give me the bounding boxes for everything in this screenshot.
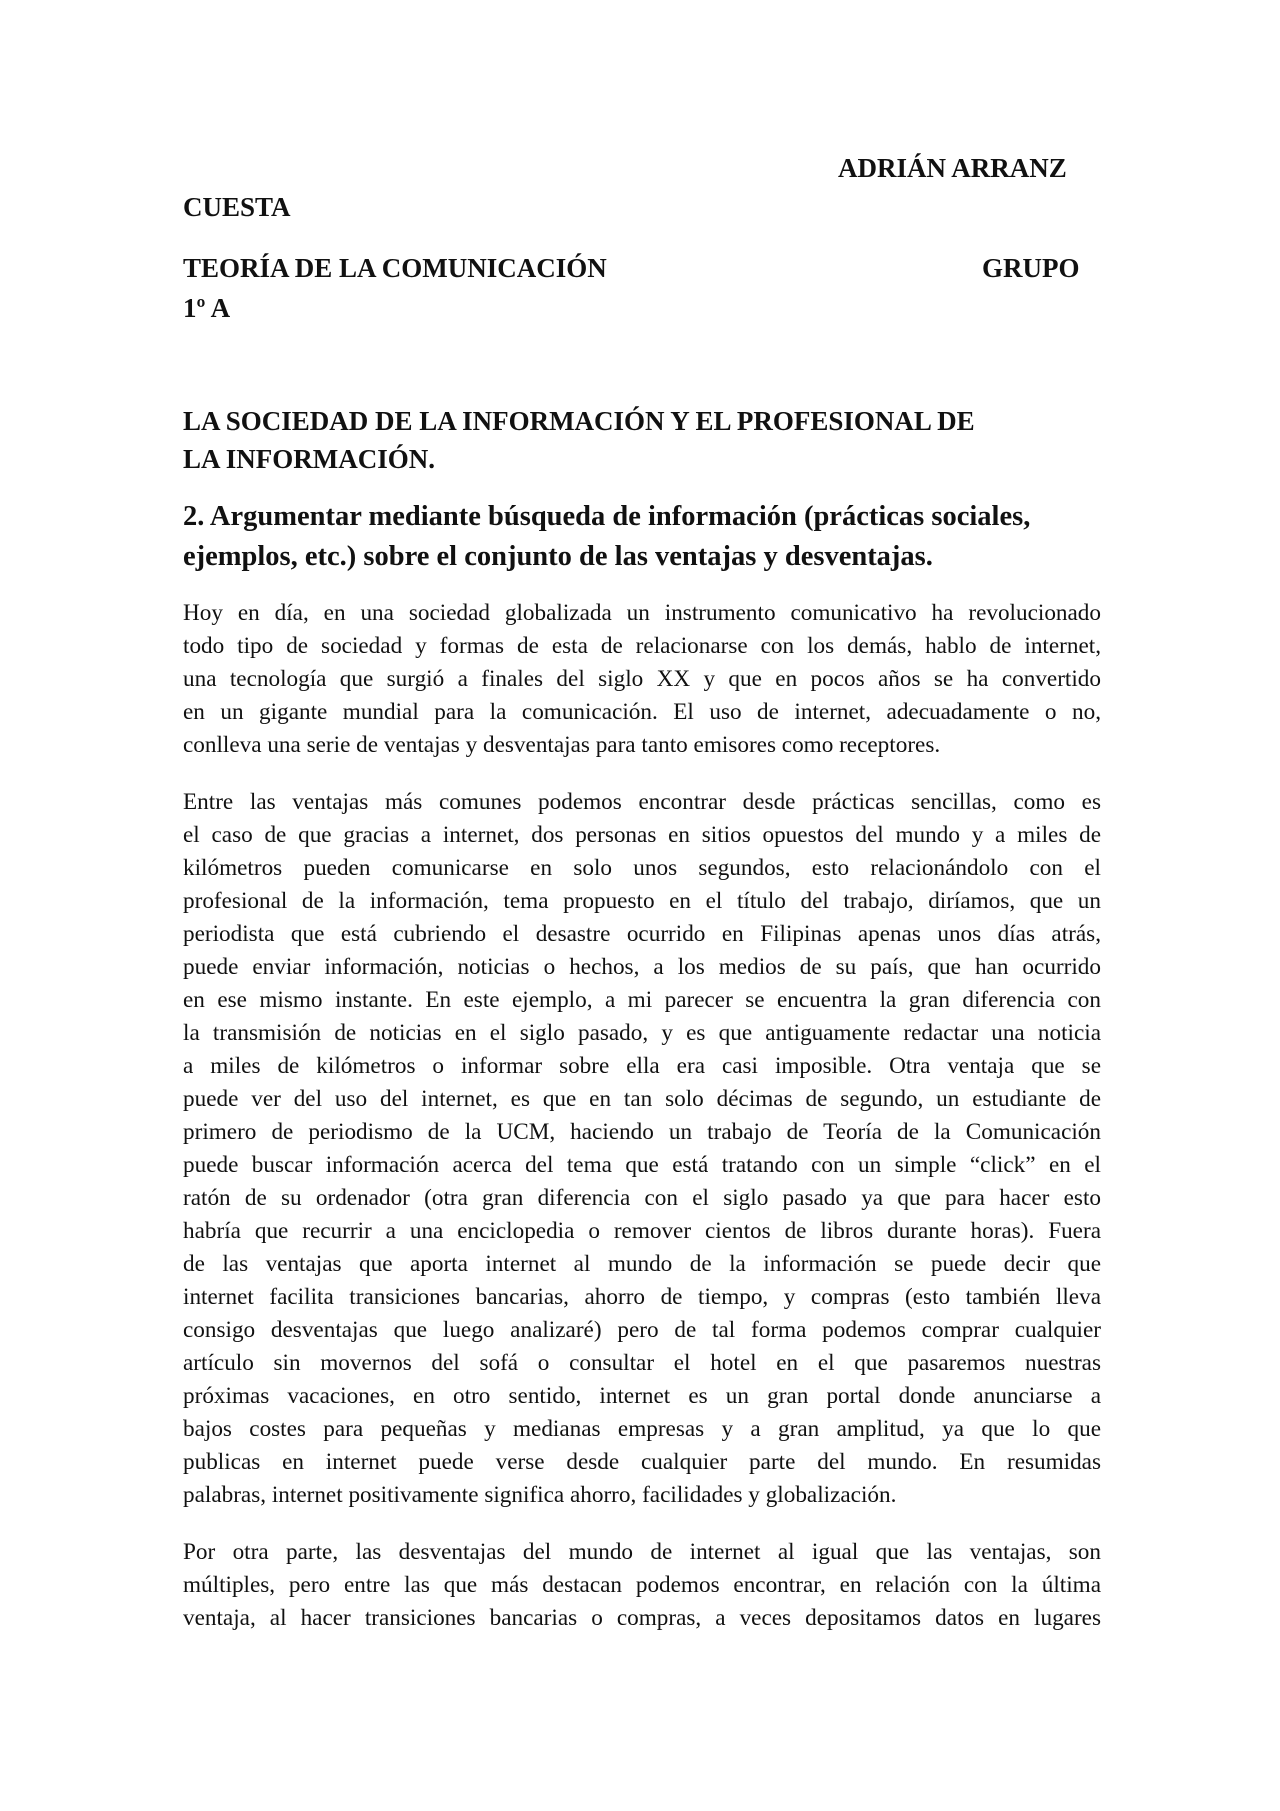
paragraph-line: conlleva una serie de ventajas y desventajas para tanto emisores como receptores. (183, 732, 941, 758)
paragraph-line: periodista que está cubriendo el desastre ocurrido en Filipinas apenas unos días atrás, (183, 921, 1101, 947)
paragraph-line: primero de periodismo de la UCM, haciendo un trabajo de Teoría de la Comunicación (183, 1119, 1101, 1145)
author-name-line-1: ADRIÁN ARRANZ (838, 153, 1067, 183)
paragraph-line: en un gigante mundial para la comunicación. El uso de internet, adecuadamente o no, (183, 699, 1101, 725)
paragraph-line: puede buscar información acerca del tema que está tratando con un simple “click” en el (183, 1152, 1101, 1178)
paragraph-line: bajos costes para pequeñas y medianas empresas y a gran amplitud, ya que lo que (183, 1416, 1101, 1442)
paragraph-line: el caso de que gracias a internet, dos personas en sitios opuestos del mundo y a miles de (183, 822, 1101, 848)
paragraph-line: palabras, internet positivamente significa ahorro, facilidades y globalización. (183, 1482, 897, 1508)
question-heading-line-1: 2. Argumentar mediante búsqueda de información (prácticas sociales, (183, 501, 1031, 532)
author-name-line-2: CUESTA (183, 192, 291, 222)
course-name: TEORÍA DE LA COMUNICACIÓN (183, 253, 607, 283)
paragraph-line: en ese mismo instante. En este ejemplo, a mi parecer se encuentra la gran diferencia con (183, 987, 1101, 1013)
paragraph-line: múltiples, pero entre las que más destacan podemos encontrar, en relación con la última (183, 1572, 1101, 1598)
paragraph-line: Por otra parte, las desventajas del mundo de internet al igual que las ventajas, son (183, 1539, 1101, 1565)
paragraph-line: artículo sin movernos del sofá o consultar el hotel en el que pasaremos nuestras (183, 1350, 1101, 1376)
paragraph-line: a miles de kilómetros o informar sobre ella era casi imposible. Otra ventaja que se (183, 1053, 1101, 1079)
paragraph-line: habría que recurrir a una enciclopedia o remover cientos de libros durante horas). Fuera (183, 1218, 1101, 1244)
group-value: 1º A (183, 293, 231, 323)
group-label: GRUPO (982, 253, 1080, 283)
paragraph-line: la transmisión de noticias en el siglo pasado, y es que antiguamente redactar una noticia (183, 1020, 1101, 1046)
paragraph-line: kilómetros pueden comunicarse en solo unos segundos, esto relacionándolo con el (183, 855, 1101, 881)
paragraph-line: puede ver del uso del internet, es que en tan solo décimas de segundo, un estudiante de (183, 1086, 1101, 1112)
paragraph-line: profesional de la información, tema propuesto en el título del trabajo, diríamos, que un (183, 888, 1101, 914)
paragraph-line: Entre las ventajas más comunes podemos encontrar desde prácticas sencillas, como es (183, 789, 1101, 815)
paragraph-line: todo tipo de sociedad y formas de esta de relacionarse con los demás, hablo de internet, (183, 633, 1101, 659)
paragraph-line: publicas en internet puede verse desde cualquier parte del mundo. En resumidas (183, 1449, 1101, 1475)
paragraph-line: Hoy en día, en una sociedad globalizada un instrumento comunicativo ha revolucionado (183, 600, 1101, 626)
document-title-line-1: LA SOCIEDAD DE LA INFORMACIÓN Y EL PROFESIONAL DE (183, 406, 975, 436)
paragraph-line: consigo desventajas que luego analizaré) pero de tal forma podemos comprar cualquier (183, 1317, 1101, 1343)
document-title-line-2: LA INFORMACIÓN. (183, 444, 436, 474)
paragraph-line: ventaja, al hacer transiciones bancarias o compras, a veces depositamos datos en lugares (183, 1605, 1101, 1631)
question-heading-line-2: ejemplos, etc.) sobre el conjunto de las ventajas y desventajas. (183, 541, 933, 572)
paragraph-line: próximas vacaciones, en otro sentido, internet es un gran portal donde anunciarse a (183, 1383, 1101, 1409)
paragraph-line: internet facilita transiciones bancarias, ahorro de tiempo, y compras (esto también lleva (183, 1284, 1101, 1310)
paragraph-line: de las ventajas que aporta internet al mundo de la información se puede decir que (183, 1251, 1101, 1277)
paragraph-line: puede enviar información, noticias o hechos, a los medios de su país, que han ocurrido (183, 954, 1101, 980)
paragraph-line: una tecnología que surgió a finales del siglo XX y que en pocos años se ha convertido (183, 666, 1101, 692)
paragraph-line: ratón de su ordenador (otra gran diferencia con el siglo pasado ya que para hacer esto (183, 1185, 1101, 1211)
